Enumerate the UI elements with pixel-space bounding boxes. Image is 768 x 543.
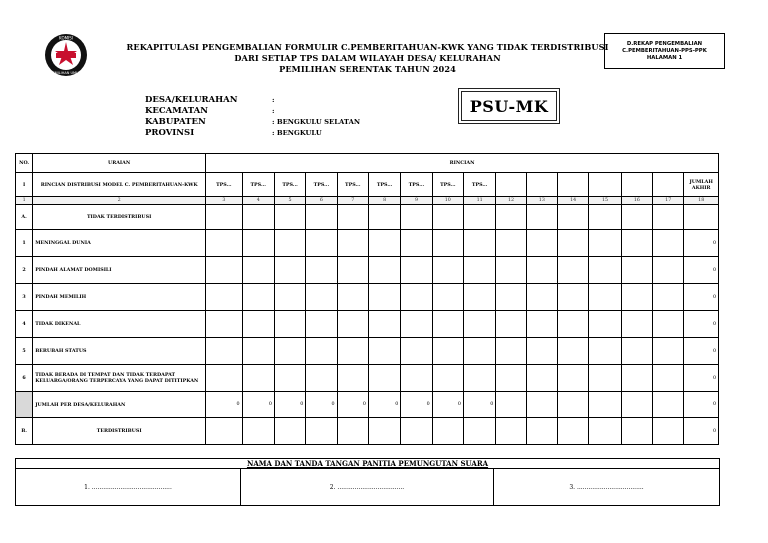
tps-value-cell[interactable] [306,230,337,257]
tps-value-cell[interactable] [589,418,621,445]
tps-value-cell[interactable] [206,418,242,445]
rincian-header: RINCIAN [206,154,719,173]
uraian-header: URAIAN [33,154,206,173]
tps-value-cell[interactable] [463,257,495,284]
tps-value-cell[interactable] [432,284,463,311]
column-number: 7 [337,197,368,205]
table-row [16,418,719,445]
tps-value-cell[interactable] [558,284,589,311]
tps-value-cell[interactable] [526,338,557,365]
tps-value-cell[interactable] [306,311,337,338]
tps-value-cell[interactable] [401,311,432,338]
jumlah-akhir-cell[interactable]: 0 [684,230,719,257]
info-value: : BENGKULU SELATAN [272,118,361,126]
info-row-kecamatan [145,106,360,117]
tps-value-cell[interactable] [274,365,305,392]
recap-table [15,153,719,445]
column-number: 13 [526,197,557,205]
tps-value-cell[interactable] [653,257,684,284]
tps-value-cell[interactable] [432,230,463,257]
tps-header-cell: TPS... [274,173,305,197]
column-number: 11 [463,197,495,205]
tps-value-cell[interactable] [337,257,368,284]
tps-value-cell[interactable] [306,257,337,284]
tps-value-cell[interactable] [653,418,684,445]
jumlah-akhir-cell[interactable]: 0 [684,257,719,284]
table-row [16,257,719,284]
tps-value-cell[interactable] [274,284,305,311]
tps-value-cell[interactable]: 0 [242,392,274,418]
row-label: TERDISTRIBUSI [33,418,206,445]
tps-value-cell[interactable] [589,284,621,311]
tps-value-cell[interactable] [589,338,621,365]
tps-value-cell[interactable] [621,284,652,311]
row-label: TIDAK DIKENAL [33,311,206,338]
tps-value-cell[interactable] [621,230,652,257]
tps-header-cell: TPS... [401,173,432,197]
signature-title: NAMA DAN TANDA TANGAN PANITIA PEMUNGUTAN SUARA [16,459,720,469]
tps-value-cell[interactable] [206,311,242,338]
tps-value-cell[interactable] [368,257,400,284]
tps-value-cell[interactable] [496,205,526,230]
tps-value-cell[interactable] [653,230,684,257]
tps-value-cell[interactable] [463,365,495,392]
info-row-kabupaten [145,117,360,128]
tps-value-cell[interactable] [432,257,463,284]
table-row [16,230,719,257]
table-row [16,338,719,365]
jumlah-akhir-cell[interactable] [684,205,719,230]
tps-value-cell[interactable] [463,338,495,365]
title-line-3: PEMILIHAN SERENTAK TAHUN 2024 [279,64,456,74]
tps-value-cell[interactable] [621,311,652,338]
row-label: MENINGGAL DUNIA [33,230,206,257]
form-code-line-3: HALAMAN 1 [646,55,683,61]
row-number: 2 [16,257,33,284]
tps-value-cell[interactable] [621,257,652,284]
stamp-text: PSU-MK [461,91,557,121]
column-number: 2 [33,197,206,205]
tps-value-cell[interactable] [401,230,432,257]
tps-value-cell[interactable] [496,257,526,284]
tps-value-cell[interactable] [368,230,400,257]
tps-value-cell[interactable] [368,418,400,445]
tps-value-cell[interactable]: 0 [432,392,463,418]
tps-value-cell[interactable] [368,338,400,365]
info-value: : BENGKULU [272,129,322,137]
jumlah-akhir-cell[interactable]: 0 [684,338,719,365]
tps-value-cell[interactable] [526,392,557,418]
tps-value-cell[interactable]: 0 [401,392,432,418]
column-number: 9 [401,197,432,205]
tps-value-cell[interactable] [274,205,305,230]
tps-value-cell[interactable] [653,392,684,418]
column-number: 15 [589,197,621,205]
tps-value-cell[interactable] [526,418,557,445]
title-line-1: REKAPITULASI PENGEMBALIAN FORMULIR C.PEMBERITAHUAN-KWK YANG TIDAK TERDISTRIBUSI [126,42,609,52]
tps-value-cell[interactable] [653,365,684,392]
jumlah-akhir-cell[interactable]: 0 [684,365,719,392]
signature-table [15,458,720,506]
tps-value-cell[interactable] [274,311,305,338]
tps-value-cell[interactable] [526,284,557,311]
tps-value-cell[interactable] [496,392,526,418]
tps-header-cell: TPS... [337,173,368,197]
tps-value-cell[interactable] [496,230,526,257]
signature-slot-1: 1. .......................................... [16,469,241,506]
tps-value-cell[interactable] [337,311,368,338]
column-number-row [16,197,719,205]
column-number: 8 [368,197,400,205]
tps-value-cell[interactable] [496,338,526,365]
tps-value-cell[interactable] [401,365,432,392]
tps-value-cell[interactable] [432,311,463,338]
tps-value-cell[interactable] [242,257,274,284]
tps-value-cell[interactable] [621,365,652,392]
tps-value-cell[interactable]: 0 [274,392,305,418]
column-number: 16 [621,197,652,205]
tps-value-cell[interactable] [463,205,495,230]
form-code-box [604,33,725,69]
tps-value-cell[interactable] [368,365,400,392]
tps-value-cell[interactable] [206,338,242,365]
column-number: 3 [206,197,242,205]
column-number: 18 [684,197,719,205]
tps-value-cell[interactable] [401,205,432,230]
tps-value-cell[interactable]: 0 [306,392,337,418]
tps-header-cell: TPS... [368,173,400,197]
column-number: 5 [274,197,305,205]
tps-value-cell[interactable] [206,284,242,311]
tps-header-cell: TPS... [306,173,337,197]
row-label: BERUBAH STATUS [33,338,206,365]
tps-value-cell[interactable] [621,205,652,230]
no-header: NO. [16,154,33,173]
tps-header-cell: TPS... [432,173,463,197]
tps-value-cell[interactable] [206,205,242,230]
kpu-logo [44,33,88,77]
tps-value-cell[interactable] [306,365,337,392]
row-number: 1 [16,230,33,257]
tps-value-cell[interactable] [242,311,274,338]
info-value: : [272,96,275,104]
tps-value-cell[interactable] [337,338,368,365]
tps-value-cell[interactable] [368,205,400,230]
row-label: PINDAH ALAMAT DOMISILI [33,257,206,284]
tps-value-cell[interactable] [306,205,337,230]
tps-value-cell[interactable] [526,230,557,257]
column-number: 6 [306,197,337,205]
tps-value-cell[interactable] [242,230,274,257]
table-row [16,311,719,338]
tps-value-cell[interactable] [432,205,463,230]
column-number: 10 [432,197,463,205]
tps-value-cell[interactable] [306,284,337,311]
tps-value-cell[interactable] [653,338,684,365]
tps-value-cell[interactable] [242,418,274,445]
tps-value-cell[interactable] [496,418,526,445]
tps-value-cell[interactable] [653,205,684,230]
tps-value-cell[interactable] [432,418,463,445]
row-label: TIDAK TERDISTRIBUSI [33,205,206,230]
tps-value-cell[interactable] [526,311,557,338]
row-label: TIDAK BERADA DI TEMPAT DAN TIDAK TERDAPAT KELUARGA/ORANG TERPERCAYA YANG DAPAT DITITIPKAN [33,365,206,392]
tps-value-cell[interactable] [496,311,526,338]
signature-slot-3: 3. ................................... [494,469,720,506]
tps-value-cell[interactable] [368,284,400,311]
tps-value-cell[interactable] [368,311,400,338]
tps-value-cell[interactable] [242,205,274,230]
tps-value-cell[interactable] [306,418,337,445]
psu-mk-stamp [458,88,560,124]
row-label: PINDAH MEMILIH [33,284,206,311]
tps-header-cell [653,173,684,197]
tps-value-cell[interactable] [242,365,274,392]
tps-value-cell[interactable] [306,338,337,365]
tps-value-cell[interactable] [558,257,589,284]
jumlah-akhir-cell[interactable]: 0 [684,392,719,418]
info-label: KECAMATAN [145,106,208,116]
column-number: 17 [653,197,684,205]
column-number: 1 [16,197,33,205]
tps-value-cell[interactable] [337,284,368,311]
tps-header-cell [558,173,589,197]
tps-value-cell[interactable] [274,257,305,284]
tps-header-row [16,173,719,197]
tps-value-cell[interactable] [274,230,305,257]
tps-value-cell[interactable] [242,284,274,311]
tps-value-cell[interactable]: 0 [337,392,368,418]
tps-value-cell[interactable] [206,257,242,284]
svg-text:KOMISI: KOMISI [59,35,73,41]
tps-value-cell[interactable] [401,338,432,365]
row-number: 4 [16,311,33,338]
tps-value-cell[interactable] [463,284,495,311]
tps-value-cell[interactable] [432,365,463,392]
tps-value-cell[interactable] [558,365,589,392]
title-line-2: DARI SETIAP TPS DALAM WILAYAH DESA/ KELURAHAN [234,53,501,63]
location-info [145,95,360,139]
tps-value-cell[interactable] [558,418,589,445]
tps-value-cell[interactable] [526,205,557,230]
tps-header-cell [496,173,526,197]
svg-text:PEMILIHAN UMUM: PEMILIHAN UMUM [50,71,82,75]
tps-value-cell[interactable]: 0 [206,392,242,418]
table-row [16,205,719,230]
tps-value-cell[interactable] [526,257,557,284]
info-label: DESA/KELURAHAN [145,95,238,105]
row-number: 5 [16,338,33,365]
form-code-line-1: D.REKAP PENGEMBALIAN [626,41,703,47]
info-row-desa [145,95,360,106]
table-row [16,365,719,392]
row-number: B. [16,418,33,445]
row-number: A. [16,205,33,230]
tps-value-cell[interactable] [463,311,495,338]
tps-value-cell[interactable] [242,338,274,365]
tps-value-cell[interactable] [621,418,652,445]
tps-value-cell[interactable] [558,230,589,257]
column-number: 14 [558,197,589,205]
table-row [16,392,719,418]
tps-header-cell: TPS... [206,173,242,197]
form-code-line-2: C.PEMBERITAHUAN-PPS-PPK [622,48,707,54]
tps-value-cell[interactable] [337,365,368,392]
column-number: 12 [496,197,526,205]
tps-value-cell[interactable] [653,311,684,338]
column-number: 4 [242,197,274,205]
info-label: PROVINSI [145,128,195,138]
tps-value-cell[interactable] [337,205,368,230]
header-row [16,154,719,173]
jumlah-akhir-cell[interactable]: 0 [684,311,719,338]
section-label: RINCIAN DISTRIBUSI MODEL C. PEMBERITAHUAN-KWK [33,173,206,197]
tps-value-cell[interactable] [274,338,305,365]
document-title [120,42,615,75]
tps-value-cell[interactable] [463,230,495,257]
tps-value-cell[interactable] [558,338,589,365]
row-number [16,392,33,418]
tps-value-cell[interactable] [589,365,621,392]
tps-value-cell[interactable] [496,365,526,392]
row-label: JUMLAH PER DESA/KELURAHAN [33,392,206,418]
tps-value-cell[interactable] [589,257,621,284]
tps-value-cell[interactable] [401,257,432,284]
tps-header-cell: TPS... [242,173,274,197]
info-value: : [272,107,275,115]
jumlah-akhir-header: JUMLAH AKHIR [684,173,719,197]
tps-value-cell[interactable] [337,230,368,257]
tps-value-cell[interactable] [589,311,621,338]
tps-value-cell[interactable] [496,284,526,311]
tps-value-cell[interactable] [274,418,305,445]
tps-value-cell[interactable] [432,338,463,365]
tps-value-cell[interactable] [621,392,652,418]
info-row-provinsi [145,128,360,139]
tps-value-cell[interactable] [206,230,242,257]
tps-value-cell[interactable]: 0 [463,392,495,418]
tps-value-cell[interactable] [621,338,652,365]
tps-value-cell[interactable] [526,365,557,392]
tps-header-cell [526,173,557,197]
signature-slot-2: 2. ................................... [241,469,494,506]
tps-header-cell: TPS... [463,173,495,197]
row-number: 6 [16,365,33,392]
tps-value-cell[interactable] [463,418,495,445]
tps-value-cell[interactable] [206,365,242,392]
jumlah-akhir-cell[interactable]: 0 [684,418,719,445]
tps-value-cell[interactable] [558,311,589,338]
tps-value-cell[interactable] [558,392,589,418]
info-label: KABUPATEN [145,117,206,127]
tps-header-cell [621,173,652,197]
tps-value-cell[interactable] [589,230,621,257]
tps-header-cell [589,173,621,197]
tps-value-cell[interactable] [653,284,684,311]
table-row [16,284,719,311]
row-number: 3 [16,284,33,311]
jumlah-akhir-cell[interactable]: 0 [684,284,719,311]
tps-value-cell[interactable] [589,205,621,230]
tps-value-cell[interactable] [558,205,589,230]
tps-value-cell[interactable] [401,418,432,445]
tps-value-cell[interactable]: 0 [368,392,400,418]
tps-value-cell[interactable] [401,284,432,311]
tps-value-cell[interactable] [589,392,621,418]
section-number: I [16,173,33,197]
tps-value-cell[interactable] [337,418,368,445]
